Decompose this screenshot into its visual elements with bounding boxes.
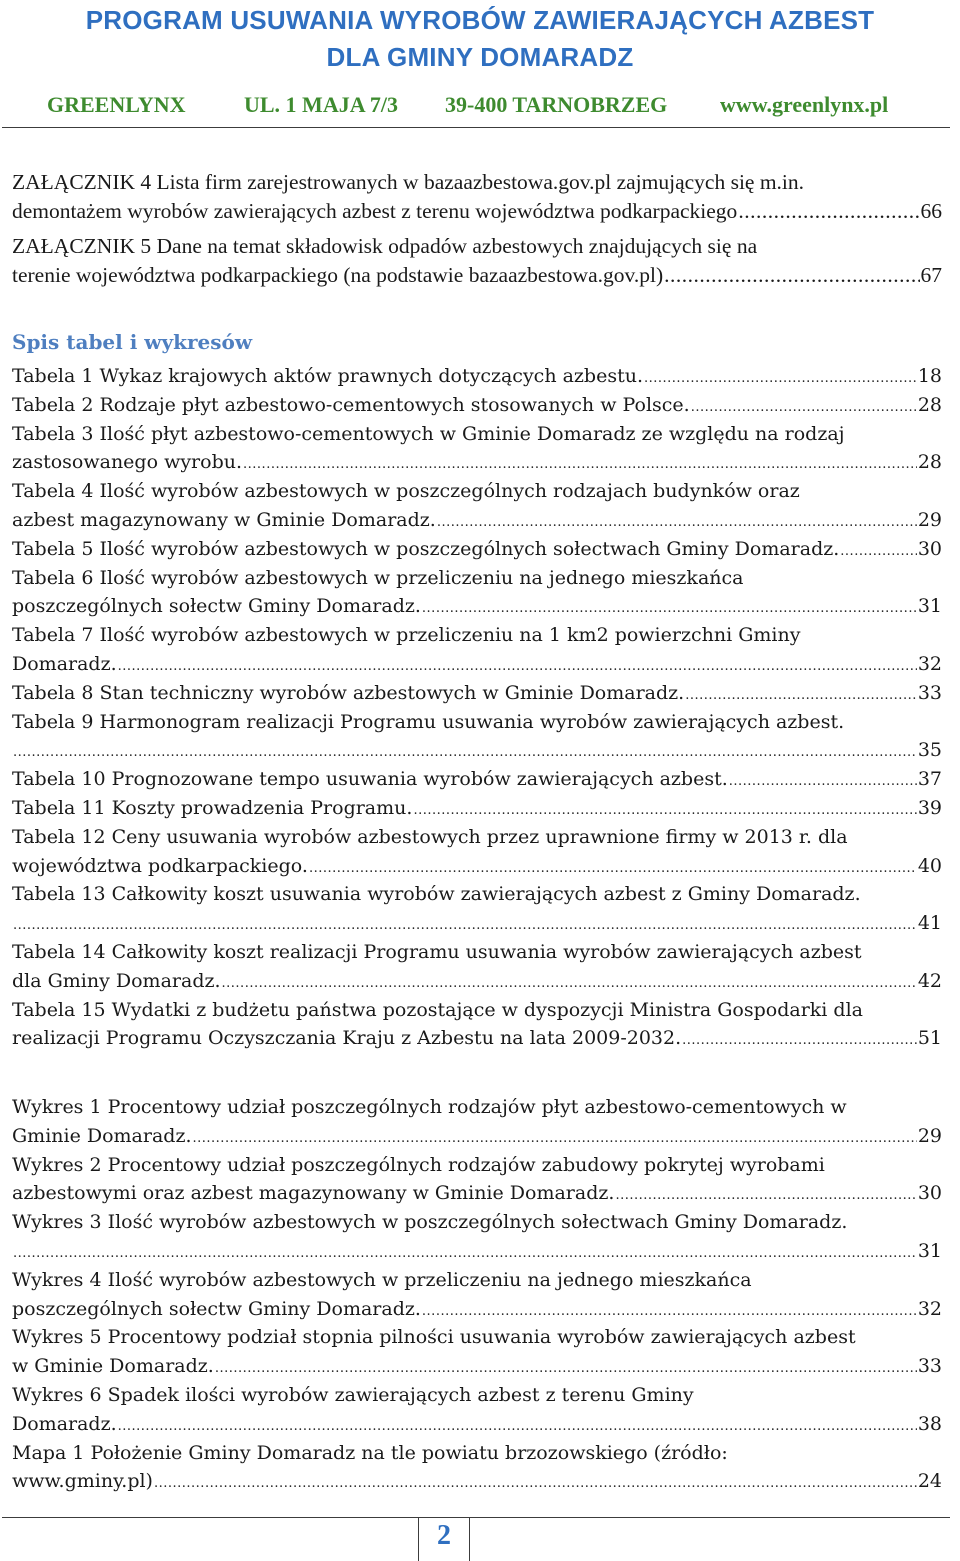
table-entry-text: Tabela 8 Stan techniczny wyrobów azbestowych w Gminie Domaradz. — [12, 681, 685, 704]
chart-entry-text: Mapa 1 Położenie Gminy Domaradz na tle powiatu brzozowskiego (źródło: — [12, 1441, 728, 1464]
table-page-number: 29 — [917, 508, 942, 531]
chart-entry-last-line — [12, 1410, 942, 1439]
table-entry[interactable] — [12, 564, 942, 622]
table-entry-text: Tabela 3 Ilość płyt azbestowo-cementowych w Gminie Domaradz ze względu na rodzaj — [12, 422, 845, 445]
dot-leader — [413, 794, 916, 826]
table-entry-last-line — [12, 967, 942, 996]
dot-leader — [664, 261, 919, 290]
annex-entry-text: ZAŁĄCZNIK 5 Dane na temat składowisk odpadów azbestowych znajdujących się na — [12, 234, 758, 258]
table-page-number: 28 — [917, 451, 942, 474]
table-page-number: 39 — [917, 796, 942, 819]
chart-page-number: 29 — [917, 1124, 942, 1147]
chart-entry-last-line — [12, 1295, 942, 1324]
dot-leader — [729, 765, 917, 797]
company-website-link[interactable]: www.greenlynx.pl — [720, 92, 889, 117]
table-page-number: 40 — [917, 854, 942, 877]
chart-entry[interactable] — [12, 1266, 942, 1324]
table-page-number: 41 — [917, 912, 942, 935]
table-entry[interactable] — [12, 535, 942, 564]
table-entry[interactable] — [12, 391, 942, 420]
annex-entry-text: terenie województwa podkarpackiego (na podstawie bazaazbestowa.gov.pl) — [12, 263, 664, 287]
dot-leader — [215, 1352, 917, 1384]
document-title-line-2: DLA GMINY DOMARADZ — [326, 42, 634, 72]
annex-page-number: 67 — [920, 263, 942, 287]
table-entry-last-line — [12, 765, 942, 794]
table-page-number: 33 — [917, 681, 942, 704]
table-entry-text: zastosowanego wyrobu. — [12, 451, 243, 474]
table-entry-text: Tabela 4 Ilość wyrobów azbestowych w poszczególnych rodzajach budynków oraz — [12, 480, 800, 503]
table-page-number: 30 — [917, 537, 942, 560]
chart-entry[interactable] — [12, 1323, 942, 1381]
dot-leader — [243, 448, 917, 480]
dot-leader — [682, 1024, 917, 1056]
chart-entry-text: www.gminy.pl) — [12, 1470, 153, 1493]
charts-list — [12, 1093, 942, 1496]
chart-page-number: 38 — [917, 1412, 942, 1435]
chart-entry-text: azbestowymi oraz azbest magazynowany w Gminie Domaradz. — [12, 1182, 615, 1205]
chart-entry-last-line — [12, 1122, 942, 1151]
chart-entry[interactable] — [12, 1093, 942, 1151]
dot-leader — [13, 1237, 917, 1269]
dot-leader — [691, 391, 917, 423]
tables-list — [12, 362, 942, 1053]
table-page-number: 37 — [917, 768, 942, 791]
table-entry[interactable] — [12, 823, 942, 881]
company-name: GREENLYNX — [47, 92, 186, 117]
table-entry-last-line — [12, 794, 942, 823]
table-page-number: 42 — [917, 969, 942, 992]
chart-entry-text: Wykres 6 Spadek ilości wyrobów zawierających azbest z terenu Gminy — [12, 1383, 694, 1406]
dot-leader — [615, 1179, 916, 1211]
dot-leader — [685, 679, 917, 711]
chart-entry-last-line — [12, 1352, 942, 1381]
table-entry-text: Tabela 2 Rodzaje płyt azbestowo-cementowych stosowanych w Polsce. — [12, 393, 690, 416]
table-entry-last-line — [12, 909, 942, 938]
chart-entry-text: Wykres 2 Procentowy udział poszczególnych rodzajów zabudowy pokrytej wyrobami — [12, 1153, 825, 1176]
table-entry-text: Tabela 10 Prognozowane tempo usuwania wyrobów zawierających azbest. — [12, 768, 728, 791]
table-entry[interactable] — [12, 679, 942, 708]
table-entry-text: Tabela 5 Ilość wyrobów azbestowych w poszczególnych sołectwach Gminy Domaradz. — [12, 537, 840, 560]
table-entry-last-line — [12, 362, 942, 391]
table-entry-last-line — [12, 535, 942, 564]
table-entry-text: Tabela 7 Ilość wyrobów azbestowych w przeliczeniu na 1 km2 powierzchni Gminy — [12, 624, 801, 647]
table-entry-text: poszczególnych sołectw Gminy Domaradz. — [12, 595, 421, 618]
dot-leader — [840, 535, 917, 567]
table-entry-last-line — [12, 448, 942, 477]
company-street: UL. 1 MAJA 7/3 — [244, 92, 398, 117]
dot-leader — [422, 592, 917, 624]
list-of-tables-heading: Spis tabel i wykresów — [12, 330, 253, 354]
dot-leader — [309, 852, 917, 884]
chart-entry-text: Wykres 4 Ilość wyrobów azbestowych w przeliczeniu na jednego mieszkańca — [12, 1268, 752, 1291]
annex-entry[interactable] — [12, 232, 942, 296]
table-entry[interactable] — [12, 996, 942, 1054]
table-page-number: 32 — [917, 652, 942, 675]
table-page-number: 35 — [917, 739, 942, 762]
chart-entry-last-line — [12, 1237, 942, 1266]
footer-divider — [2, 1517, 950, 1518]
table-entry-last-line — [12, 506, 942, 535]
table-entry-text: Tabela 15 Wydatki z budżetu państwa pozostające w dyspozycji Ministra Gospodarki dla — [12, 998, 863, 1021]
dot-leader — [644, 362, 917, 394]
dot-leader — [118, 1410, 917, 1442]
chart-page-number: 24 — [917, 1470, 942, 1493]
table-entry[interactable] — [12, 938, 942, 996]
table-entry-text: Tabela 11 Koszty prowadzenia Programu. — [12, 796, 413, 819]
header-divider — [2, 127, 950, 128]
table-entry-text: realizacji Programu Oczyszczania Kraju z Azbestu na lata 2009-2032. — [12, 1027, 682, 1050]
annex-entry-last-line — [12, 261, 942, 296]
chart-page-number: 30 — [917, 1182, 942, 1205]
annex-entry-text: demontażem wyrobów zawierających azbest z terenu województwa podkarpackiego — [12, 199, 738, 223]
chart-page-number: 32 — [917, 1297, 942, 1320]
table-entry[interactable] — [12, 765, 942, 794]
chart-entry[interactable] — [12, 1208, 942, 1266]
table-entry-text: azbest magazynowany w Gminie Domaradz. — [12, 508, 436, 531]
annex-page-number: 66 — [920, 199, 942, 223]
table-entry[interactable] — [12, 794, 942, 823]
table-page-number: 51 — [917, 1027, 942, 1050]
table-entry[interactable] — [12, 880, 942, 938]
chart-entry-text: Wykres 1 Procentowy udział poszczególnych rodzajów płyt azbestowo-cementowych w — [12, 1096, 847, 1118]
table-entry-last-line — [12, 650, 942, 679]
table-entry-text: dla Gminy Domaradz. — [12, 969, 221, 992]
dot-leader — [154, 1467, 917, 1499]
dot-leader — [118, 650, 917, 682]
chart-page-number: 31 — [917, 1239, 942, 1262]
table-entry-last-line — [12, 852, 942, 881]
table-entry[interactable] — [12, 477, 942, 535]
table-page-number: 31 — [917, 595, 942, 618]
table-entry[interactable] — [12, 362, 942, 391]
table-entry-last-line — [12, 1024, 942, 1053]
annex-entry-text: ZAŁĄCZNIK 4 Lista firm zarejestrowanych w bazaazbestowa.gov.pl zajmujących się m.in. — [12, 170, 805, 194]
annex-list — [12, 168, 942, 296]
chart-entry[interactable] — [12, 1439, 942, 1497]
table-entry-text: Tabela 6 Ilość wyrobów azbestowych w przeliczeniu na jednego mieszkańca — [12, 566, 744, 589]
table-entry-text: województwa podkarpackiego. — [12, 854, 308, 877]
chart-entry-text: Wykres 3 Ilość wyrobów azbestowych w poszczególnych sołectwach Gminy Domaradz. — [12, 1211, 848, 1234]
table-entry-last-line — [12, 391, 942, 420]
dot-leader — [437, 506, 917, 538]
chart-entry-last-line — [12, 1467, 942, 1496]
chart-entry-last-line — [12, 1179, 942, 1208]
table-page-number: 28 — [917, 393, 942, 416]
annex-entry[interactable] — [12, 168, 942, 232]
header-contact-bar — [0, 92, 960, 122]
table-entry[interactable] — [12, 420, 942, 478]
annex-entry-last-line — [12, 197, 942, 232]
table-entry-text: Tabela 13 Całkowity koszt usuwania wyrobów zawierających azbest z Gminy Domaradz. — [12, 883, 861, 906]
table-entry-text: Tabela 12 Ceny usuwania wyrobów azbestowych przez uprawnione firmy w 2013 r. dla — [12, 825, 848, 848]
chart-page-number: 33 — [917, 1355, 942, 1378]
chart-entry-text: w Gminie Domaradz. — [12, 1355, 214, 1378]
document-title-line-1: PROGRAM USUWANIA WYROBÓW ZAWIERAJĄCYCH AZBEST — [85, 5, 875, 35]
page-number: 2 — [437, 1520, 451, 1551]
dot-leader — [222, 967, 917, 999]
table-entry-text: Tabela 14 Całkowity koszt realizacji Programu usuwania wyrobów zawierających azbest — [12, 940, 862, 963]
table-entry-last-line — [12, 679, 942, 708]
table-entry-text: Domaradz. — [12, 652, 117, 675]
dot-leader — [422, 1295, 917, 1327]
chart-entry-text: poszczególnych sołectw Gminy Domaradz. — [12, 1297, 421, 1320]
company-city: 39-400 TARNOBRZEG — [445, 92, 668, 117]
dot-leader — [13, 736, 917, 768]
table-page-number: 18 — [917, 365, 942, 387]
table-entry-text: Tabela 1 Wykaz krajowych aktów prawnych dotyczących azbestu. — [12, 365, 643, 387]
table-entry[interactable] — [12, 708, 942, 766]
chart-entry[interactable] — [12, 1381, 942, 1439]
table-entry-last-line — [12, 592, 942, 621]
dot-leader — [13, 909, 917, 941]
chart-entry-text: Domaradz. — [12, 1412, 117, 1435]
chart-entry[interactable] — [12, 1151, 942, 1209]
chart-entry-text: Gminie Domaradz. — [12, 1124, 192, 1147]
table-entry[interactable] — [12, 621, 942, 679]
table-entry-text: Tabela 9 Harmonogram realizacji Programu usuwania wyrobów zawierających azbest. — [12, 710, 845, 733]
table-entry-last-line — [12, 736, 942, 765]
dot-leader — [193, 1122, 917, 1154]
dot-leader — [738, 197, 919, 226]
chart-entry-text: Wykres 5 Procentowy podział stopnia pilności usuwania wyrobów zawierających azbest — [12, 1326, 856, 1349]
